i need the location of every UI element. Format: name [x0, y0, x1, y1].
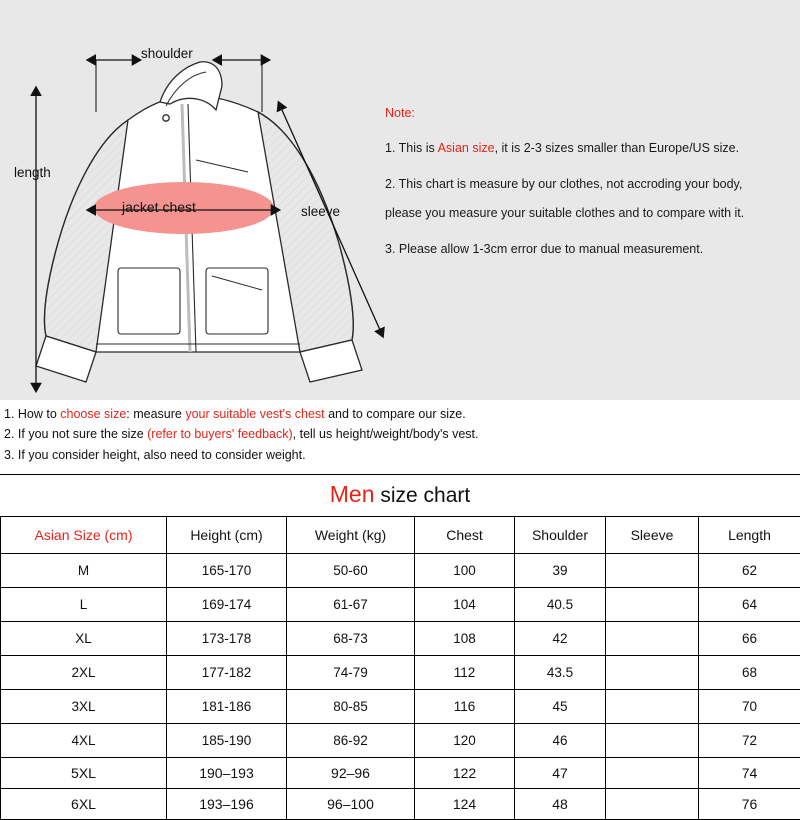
table-cell-r3-c4: 43.5 [515, 656, 606, 690]
note-1-text-a: 1. This is [385, 141, 438, 155]
howto-2-b: , tell us height/weight/body's vest. [293, 427, 479, 441]
table-row [1, 724, 800, 758]
table-cell-r7-c5 [606, 789, 699, 820]
table-row [1, 789, 800, 820]
table-row [1, 554, 800, 588]
howto-line-1 [4, 404, 800, 424]
table-cell-r3-c3: 112 [415, 656, 515, 690]
label-jacket-chest: jacket chest [122, 199, 196, 215]
table-cell-r4-c6: 70 [699, 690, 800, 724]
size-chart-section [0, 474, 800, 820]
table-row [1, 656, 800, 690]
table-header-cell-2: Weight (kg) [287, 517, 415, 554]
table-cell-r6-c6: 74 [699, 758, 800, 789]
table-header-cell-4: Shoulder [515, 517, 606, 554]
table-cell-r7-c4: 48 [515, 789, 606, 820]
table-cell-r1-c5 [606, 588, 699, 622]
table-header-cell-3: Chest [415, 517, 515, 554]
table-cell-r7-c0: 6XL [1, 789, 167, 820]
note-block [385, 105, 793, 257]
table-cell-r0-c0: M [1, 554, 167, 588]
chart-title-rest: size chart [375, 484, 471, 507]
table-cell-r1-c6: 64 [699, 588, 800, 622]
size-table [0, 517, 800, 820]
table-row [1, 588, 800, 622]
table-cell-r5-c4: 46 [515, 724, 606, 758]
note-line-2 [385, 176, 793, 222]
table-cell-r0-c4: 39 [515, 554, 606, 588]
howto-1-b: : measure [126, 407, 185, 421]
table-cell-r5-c0: 4XL [1, 724, 167, 758]
table-cell-r4-c1: 181-186 [167, 690, 287, 724]
howto-line-2 [4, 424, 800, 444]
table-cell-r5-c1: 185-190 [167, 724, 287, 758]
note-2-text-b: please you measure your suitable clothes and to compare with it. [385, 205, 793, 222]
table-cell-r2-c5 [606, 622, 699, 656]
table-cell-r4-c0: 3XL [1, 690, 167, 724]
howto-2-a: 2. If you not sure the size [4, 427, 147, 441]
label-length: length [14, 165, 51, 180]
table-cell-r4-c5 [606, 690, 699, 724]
table-header-cell-5: Sleeve [606, 517, 699, 554]
table-cell-r3-c2: 74-79 [287, 656, 415, 690]
howto-1-choose-size: choose size [60, 407, 126, 421]
howto-1-c: and to compare our size. [325, 407, 466, 421]
jacket-illustration [0, 0, 800, 400]
table-cell-r0-c2: 50-60 [287, 554, 415, 588]
howto-block [0, 404, 800, 465]
table-cell-r2-c6: 66 [699, 622, 800, 656]
note-title: Note: [385, 105, 793, 122]
note-2-text-a: 2. This chart is measure by our clothes, not accroding your body, [385, 176, 793, 193]
table-cell-r7-c3: 124 [415, 789, 515, 820]
table-header-cell-6: Length [699, 517, 800, 554]
table-cell-r7-c6: 76 [699, 789, 800, 820]
table-cell-r1-c3: 104 [415, 588, 515, 622]
label-shoulder: shoulder [141, 46, 193, 61]
table-row [1, 690, 800, 724]
table-cell-r1-c4: 40.5 [515, 588, 606, 622]
table-cell-r5-c2: 86-92 [287, 724, 415, 758]
table-header-cell-1: Height (cm) [167, 517, 287, 554]
table-cell-r2-c4: 42 [515, 622, 606, 656]
howto-1-vest-chest: your suitable vest's chest [185, 407, 324, 421]
table-cell-r0-c1: 165-170 [167, 554, 287, 588]
table-cell-r3-c1: 177-182 [167, 656, 287, 690]
table-row [1, 758, 800, 789]
table-cell-r6-c3: 122 [415, 758, 515, 789]
table-cell-r5-c3: 120 [415, 724, 515, 758]
table-cell-r6-c0: 5XL [1, 758, 167, 789]
table-cell-r6-c5 [606, 758, 699, 789]
table-cell-r2-c2: 68-73 [287, 622, 415, 656]
table-header-row [1, 517, 800, 554]
table-cell-r7-c1: 193–196 [167, 789, 287, 820]
table-cell-r0-c3: 100 [415, 554, 515, 588]
note-1-text-b: , it is 2-3 sizes smaller than Europe/US size. [495, 141, 740, 155]
chart-title-men: Men [330, 481, 375, 507]
table-cell-r6-c2: 92–96 [287, 758, 415, 789]
howto-line-3: 3. If you consider height, also need to consider weight. [4, 445, 800, 465]
table-header-cell-0: Asian Size (cm) [1, 517, 167, 554]
table-row [1, 622, 800, 656]
table-cell-r5-c5 [606, 724, 699, 758]
table-cell-r6-c4: 47 [515, 758, 606, 789]
chart-title [0, 474, 800, 517]
table-cell-r4-c2: 80-85 [287, 690, 415, 724]
label-sleeve: sleeve [301, 204, 340, 219]
table-cell-r2-c0: XL [1, 622, 167, 656]
table-cell-r4-c3: 116 [415, 690, 515, 724]
table-cell-r2-c1: 173-178 [167, 622, 287, 656]
table-cell-r0-c5 [606, 554, 699, 588]
table-cell-r1-c2: 61-67 [287, 588, 415, 622]
table-cell-r3-c0: 2XL [1, 656, 167, 690]
howto-2-feedback: (refer to buyers' feedback) [147, 427, 293, 441]
table-cell-r1-c0: L [1, 588, 167, 622]
table-cell-r4-c4: 45 [515, 690, 606, 724]
table-cell-r2-c3: 108 [415, 622, 515, 656]
note-line-3: 3. Please allow 1-3cm error due to manual measurement. [385, 241, 793, 258]
note-line-1 [385, 140, 793, 157]
table-cell-r7-c2: 96–100 [287, 789, 415, 820]
table-cell-r3-c5 [606, 656, 699, 690]
table-cell-r3-c6: 68 [699, 656, 800, 690]
table-cell-r5-c6: 72 [699, 724, 800, 758]
table-cell-r6-c1: 190–193 [167, 758, 287, 789]
note-1-asian-size: Asian size [438, 141, 495, 155]
table-cell-r1-c1: 169-174 [167, 588, 287, 622]
howto-1-a: 1. How to [4, 407, 60, 421]
table-cell-r0-c6: 62 [699, 554, 800, 588]
